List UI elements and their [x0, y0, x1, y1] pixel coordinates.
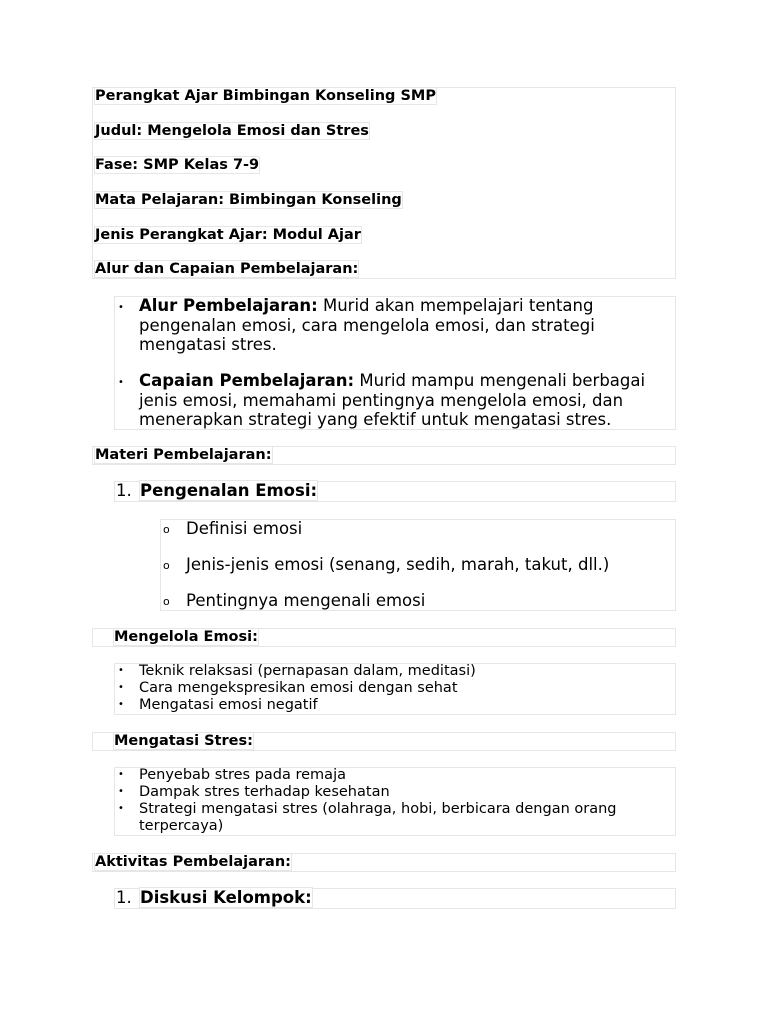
alur-item: [139, 296, 679, 355]
list-item: Teknik relaksasi (pernapasan dalam, meditasi): [139, 663, 476, 679]
bullet-icon: •: [118, 769, 124, 780]
list-number: 1.: [116, 481, 132, 500]
list-item: Mengatasi emosi negatif: [139, 697, 318, 713]
list-number: 1.: [116, 888, 132, 907]
list-item: Dampak stres terhadap kesehatan: [139, 784, 390, 800]
capaian-item: [139, 371, 679, 430]
jenis-line: Jenis Perangkat Ajar: Modul Ajar: [95, 227, 361, 243]
circle-bullet-icon: o: [163, 559, 170, 572]
list-item: Strategi mengatasi stres (olahraga, hobi, berbicara dengan orang terpercaya): [139, 801, 617, 834]
alur-label: Alur Pembelajaran:: [139, 296, 318, 315]
alur-capaian-heading: Alur dan Capaian Pembelajaran:: [95, 261, 359, 277]
bullet-icon: •: [118, 665, 124, 676]
bullet-icon: •: [118, 682, 124, 693]
mapel-line: Mata Pelajaran: Bimbingan Konseling: [95, 192, 402, 208]
bullet-icon: •: [118, 803, 124, 814]
diskusi-heading: Diskusi Kelompok:: [140, 888, 312, 907]
circle-bullet-icon: o: [163, 523, 170, 536]
stres-heading: Mengatasi Stres:: [114, 733, 253, 749]
bullet-icon: •: [118, 377, 124, 388]
document-title: Perangkat Ajar Bimbingan Konseling SMP: [95, 88, 436, 104]
judul-line: Judul: Mengelola Emosi dan Stres: [95, 123, 369, 139]
capaian-label: Capaian Pembelajaran:: [139, 371, 355, 390]
capaian-text: Murid mampu mengenali berbagai jenis emosi, memahami pentingnya mengelola emosi, dan menerapkan strategi yang efektif untuk mengatasi stres.: [139, 371, 646, 429]
bullet-icon: •: [118, 699, 124, 710]
circle-bullet-icon: o: [163, 595, 170, 608]
header-box: [92, 87, 676, 279]
bullet-icon: •: [118, 786, 124, 797]
list-item: Penyebab stres pada remaja: [139, 767, 346, 783]
materi-heading: Materi Pembelajaran:: [95, 447, 272, 463]
mengelola-heading: Mengelola Emosi:: [114, 629, 258, 645]
alur-text: Murid akan mempelajari tentang pengenalan emosi, cara mengelola emosi, dan strategi mengatasi stres.: [139, 296, 595, 354]
fase-line: Fase: SMP Kelas 7-9: [95, 157, 260, 173]
list-item: Cara mengekspresikan emosi dengan sehat: [139, 680, 458, 696]
sub-list-item: Definisi emosi: [186, 519, 303, 538]
bullet-icon: •: [118, 302, 124, 313]
pengenalan-heading: Pengenalan Emosi:: [140, 481, 318, 500]
sub-list-item: Pentingnya mengenali emosi: [186, 591, 426, 610]
sub-list-item: Jenis-jenis emosi (senang, sedih, marah, takut, dll.): [186, 555, 610, 574]
aktivitas-heading: Aktivitas Pembelajaran:: [95, 854, 291, 870]
